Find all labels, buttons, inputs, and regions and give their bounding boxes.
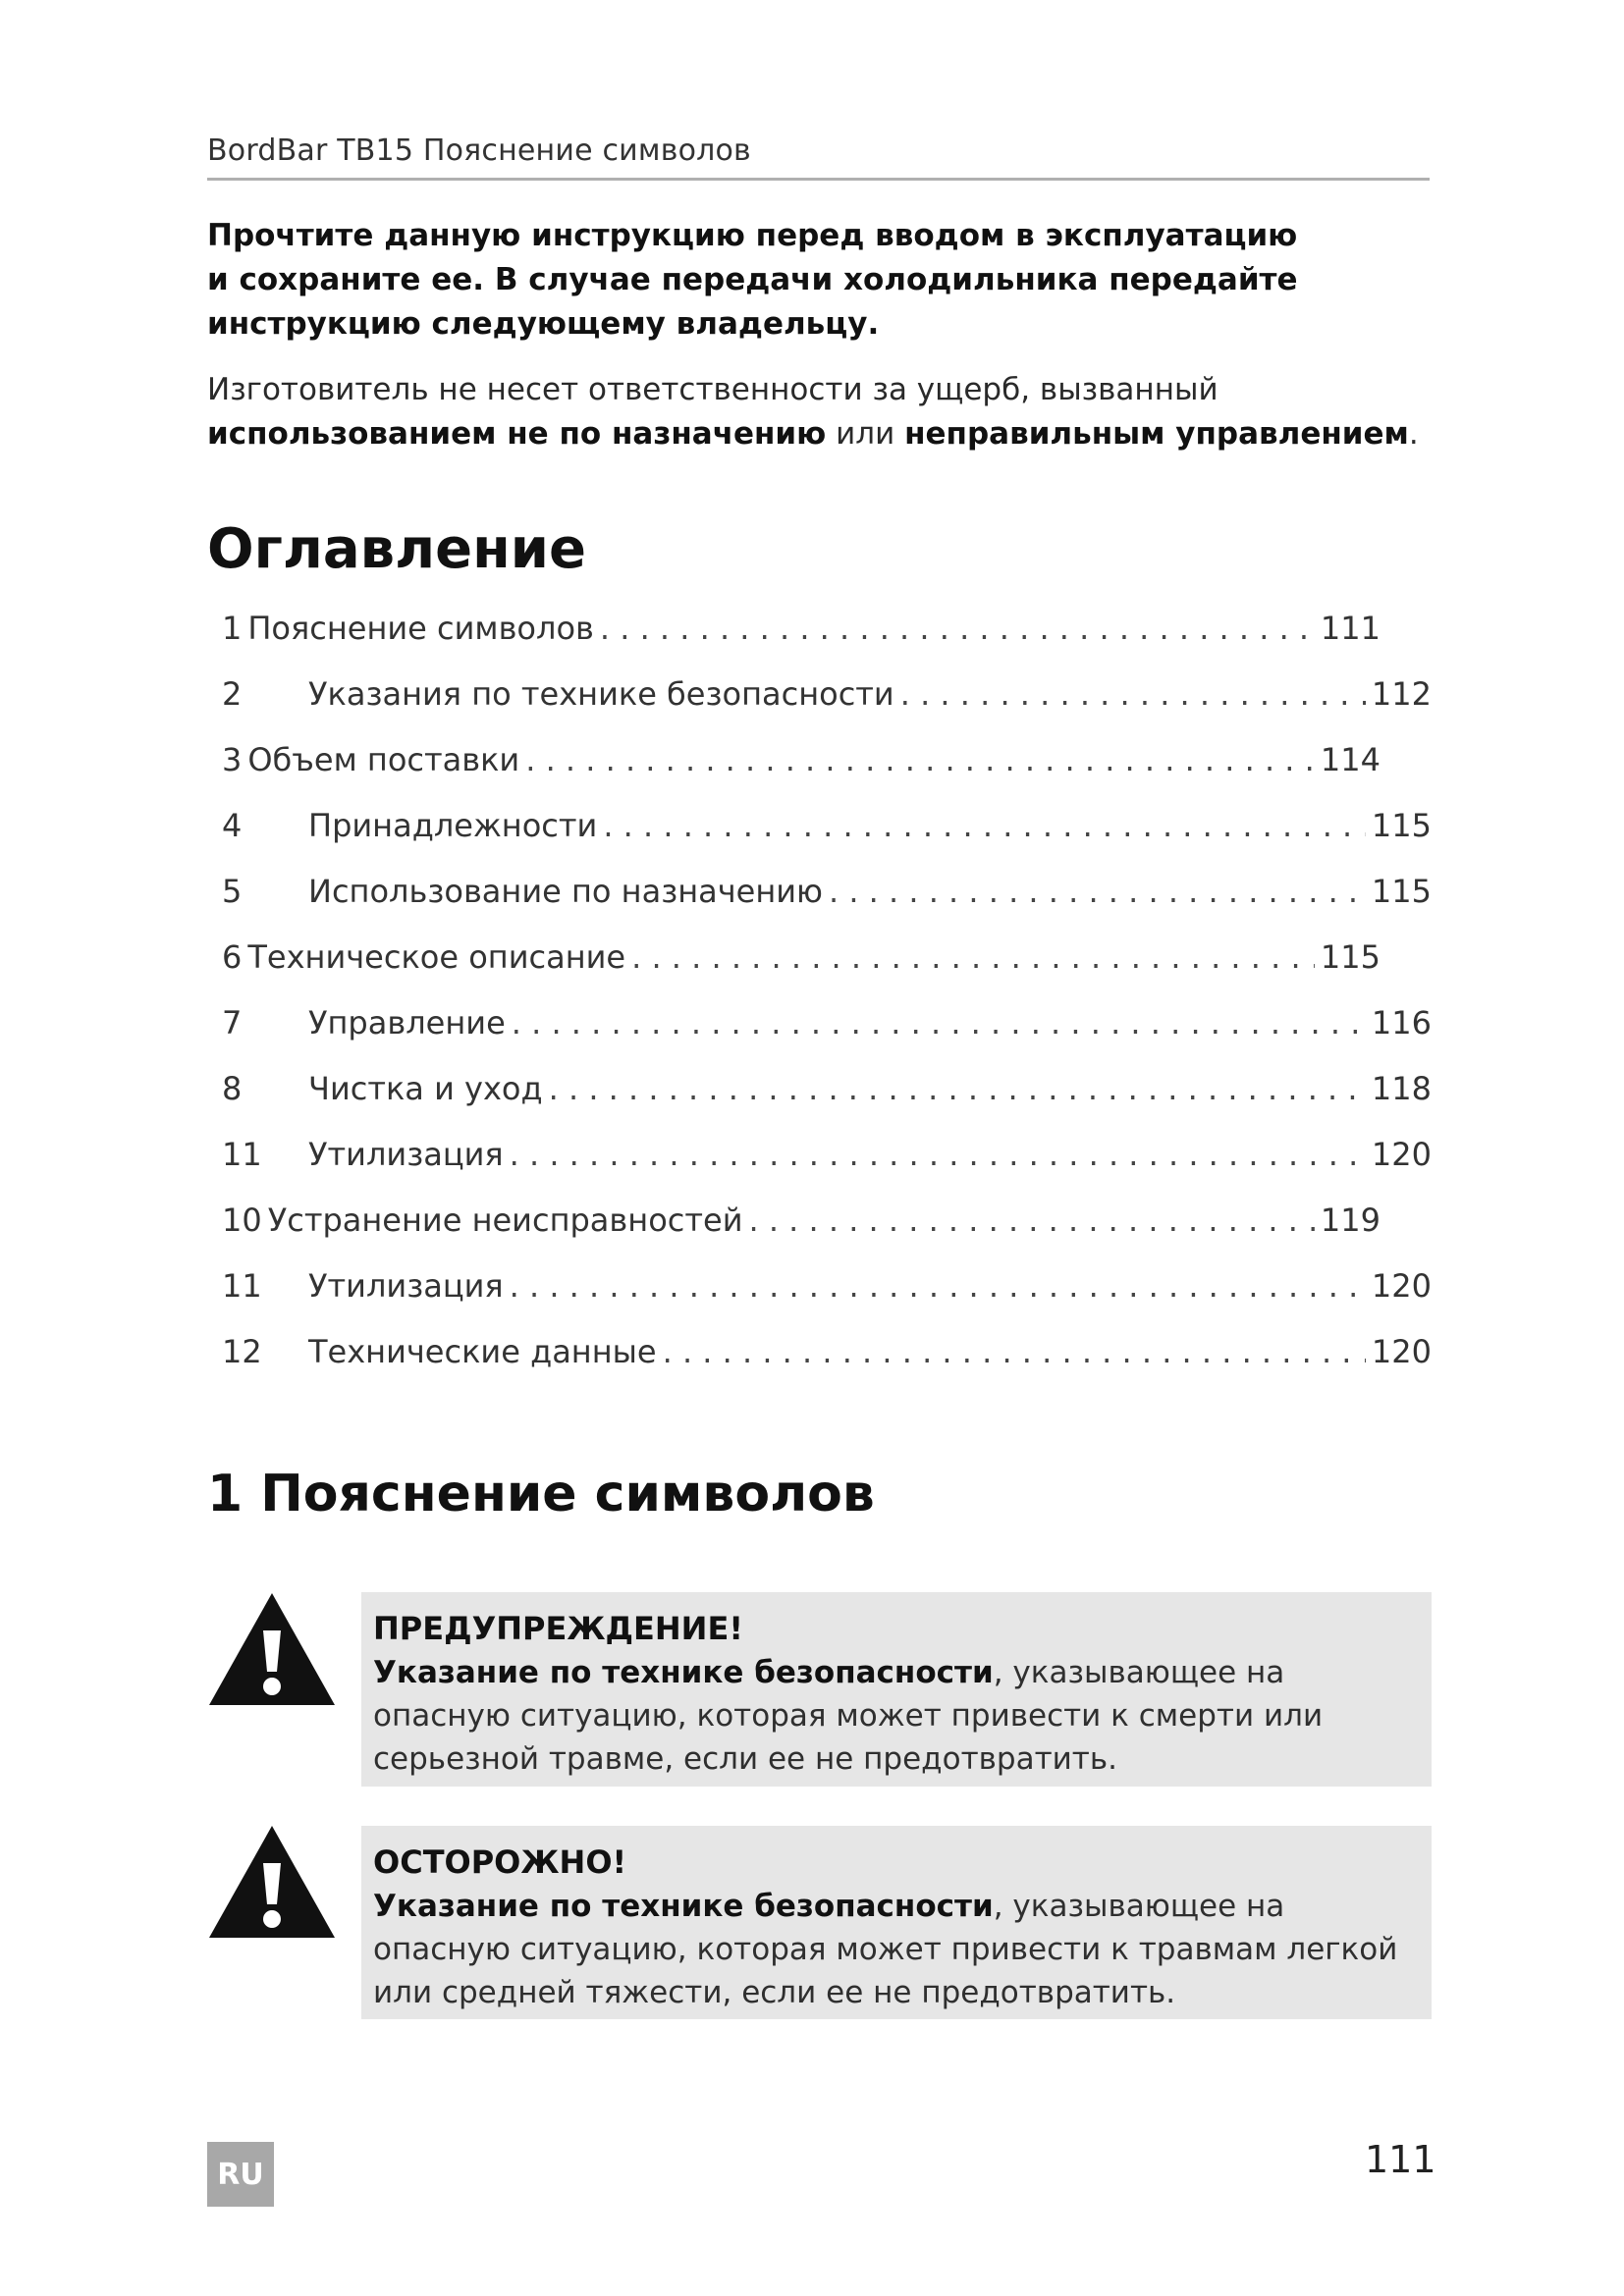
toc-leader-dots — [900, 669, 1366, 719]
toc-entry-number: 3 — [222, 741, 243, 778]
toc-entry[interactable] — [222, 867, 1432, 916]
toc-leader-dots — [525, 735, 1315, 784]
intro-instruction — [207, 214, 1430, 347]
toc-entry[interactable] — [222, 1130, 1432, 1179]
notice-heading: ОСТОРОЖНО! — [373, 1843, 627, 1881]
toc-entry[interactable] — [222, 669, 1432, 719]
toc-entry-number: 6 — [222, 938, 243, 976]
toc-entry-page: 119 — [1320, 1201, 1380, 1239]
toc-entry-page: 120 — [1371, 1267, 1432, 1305]
toc-entry[interactable] — [222, 1196, 1380, 1245]
toc-entry-page: 115 — [1320, 938, 1380, 976]
running-title: BordBar TB15 Пояснение символов — [207, 133, 751, 168]
toc-entry-page: 120 — [1371, 1136, 1432, 1173]
intro-line: и сохраните ее. В случае передачи холодильника передайте — [207, 262, 1298, 297]
toc-entry-number: 1 — [222, 610, 243, 647]
toc-entry-number: 11 — [222, 1267, 262, 1305]
toc-leader-dots — [512, 998, 1366, 1047]
toc-entry-label: Технические данные — [308, 1333, 657, 1370]
disclaimer-text: . — [1408, 416, 1419, 452]
toc-entry-number: 7 — [222, 1004, 243, 1041]
toc-entry-label: Пояснение символов — [247, 610, 594, 647]
toc-leader-dots — [748, 1196, 1314, 1245]
notice-heading: ПРЕДУПРЕЖДЕНИЕ! — [373, 1610, 743, 1647]
toc-entry-page: 118 — [1371, 1070, 1432, 1107]
toc-entry[interactable] — [222, 801, 1432, 850]
toc-entry-number: 5 — [222, 873, 243, 910]
toc-entry-page: 116 — [1371, 1004, 1432, 1041]
toc-leader-dots — [549, 1064, 1366, 1113]
disclaimer-bold-wrong-operation: неправильным управлением — [904, 416, 1409, 452]
notice-body: , указывающее на опасную ситуацию, которая может привести к смерти или серьезной травме, если ее не предотвратить. — [373, 1655, 1324, 1777]
notice-text — [373, 1885, 1418, 2014]
toc-entry-number: 11 — [222, 1136, 262, 1173]
toc-entry[interactable] — [222, 735, 1380, 784]
toc-entry-number: 10 — [222, 1201, 262, 1239]
toc-leader-dots — [510, 1130, 1366, 1179]
toc-title: Оглавление — [207, 517, 587, 581]
toc-entry[interactable] — [222, 604, 1380, 653]
toc-entry[interactable] — [222, 1327, 1432, 1376]
toc-entry-label: Техническое описание — [247, 938, 626, 976]
warning-notice — [361, 1592, 1432, 1787]
toc-entry-number: 12 — [222, 1333, 262, 1370]
notice-bold-lead: Указание по технике безопасности — [373, 1655, 994, 1690]
toc-entry-label: Управление — [308, 1004, 506, 1041]
toc-entry-page: 115 — [1371, 873, 1432, 910]
intro-line: Прочтите данную инструкцию перед вводом в эксплуатацию — [207, 218, 1298, 253]
notice-bold-lead: Указание по технике безопасности — [373, 1889, 994, 1924]
disclaimer — [207, 368, 1435, 456]
toc-entry[interactable] — [222, 998, 1432, 1047]
toc-entry-page: 115 — [1371, 807, 1432, 844]
toc-entry-number: 8 — [222, 1070, 243, 1107]
toc-entry[interactable] — [222, 1261, 1432, 1310]
toc-leader-dots — [600, 604, 1315, 653]
disclaimer-text: Изготовитель не несет ответственности за ущерб, вызванный — [207, 372, 1218, 407]
page-number: 111 — [1365, 2138, 1436, 2181]
toc-entry-label: Указания по технике безопасности — [308, 675, 894, 713]
running-header — [207, 133, 1430, 181]
toc-leader-dots — [631, 933, 1315, 982]
disclaimer-bold-misuse: использованием не по назначению — [207, 416, 827, 452]
toc-entry[interactable] — [222, 933, 1380, 982]
caution-triangle-icon — [207, 1824, 337, 1940]
toc-entry-label: Объем поставки — [247, 741, 520, 778]
notice-text — [373, 1651, 1418, 1781]
toc-entry-page: 114 — [1320, 741, 1380, 778]
toc-entry[interactable] — [222, 1064, 1432, 1113]
toc-leader-dots — [829, 867, 1366, 916]
toc-entry-page: 112 — [1371, 675, 1432, 713]
intro-line: инструкцию следующему владельцу. — [207, 306, 880, 342]
toc-entry-page: 120 — [1371, 1333, 1432, 1370]
caution-notice — [361, 1826, 1432, 2019]
toc-entry-label: Принадлежности — [308, 807, 598, 844]
toc-entry-number: 2 — [222, 675, 243, 713]
notice-body: , указывающее на опасную ситуацию, которая может привести к травмам легкой или средней тяжести, если ее не предотвратить. — [373, 1889, 1398, 2010]
toc-entry-label: Утилизация — [308, 1136, 504, 1173]
section-title: 1 Пояснение символов — [207, 1465, 875, 1523]
disclaimer-text: или — [826, 416, 905, 452]
toc-leader-dots — [603, 801, 1366, 850]
toc-entry-label: Утилизация — [308, 1267, 504, 1305]
toc-entry-number: 4 — [222, 807, 243, 844]
toc-leader-dots — [663, 1327, 1366, 1376]
toc-entry-page: 111 — [1320, 610, 1380, 647]
warning-triangle-icon — [207, 1591, 337, 1707]
toc-entry-label: Устранение неисправностей — [267, 1201, 743, 1239]
toc-entry-label: Чистка и уход — [308, 1070, 543, 1107]
language-badge: RU — [207, 2142, 274, 2207]
toc-entry-label: Использование по назначению — [308, 873, 823, 910]
toc-leader-dots — [510, 1261, 1366, 1310]
